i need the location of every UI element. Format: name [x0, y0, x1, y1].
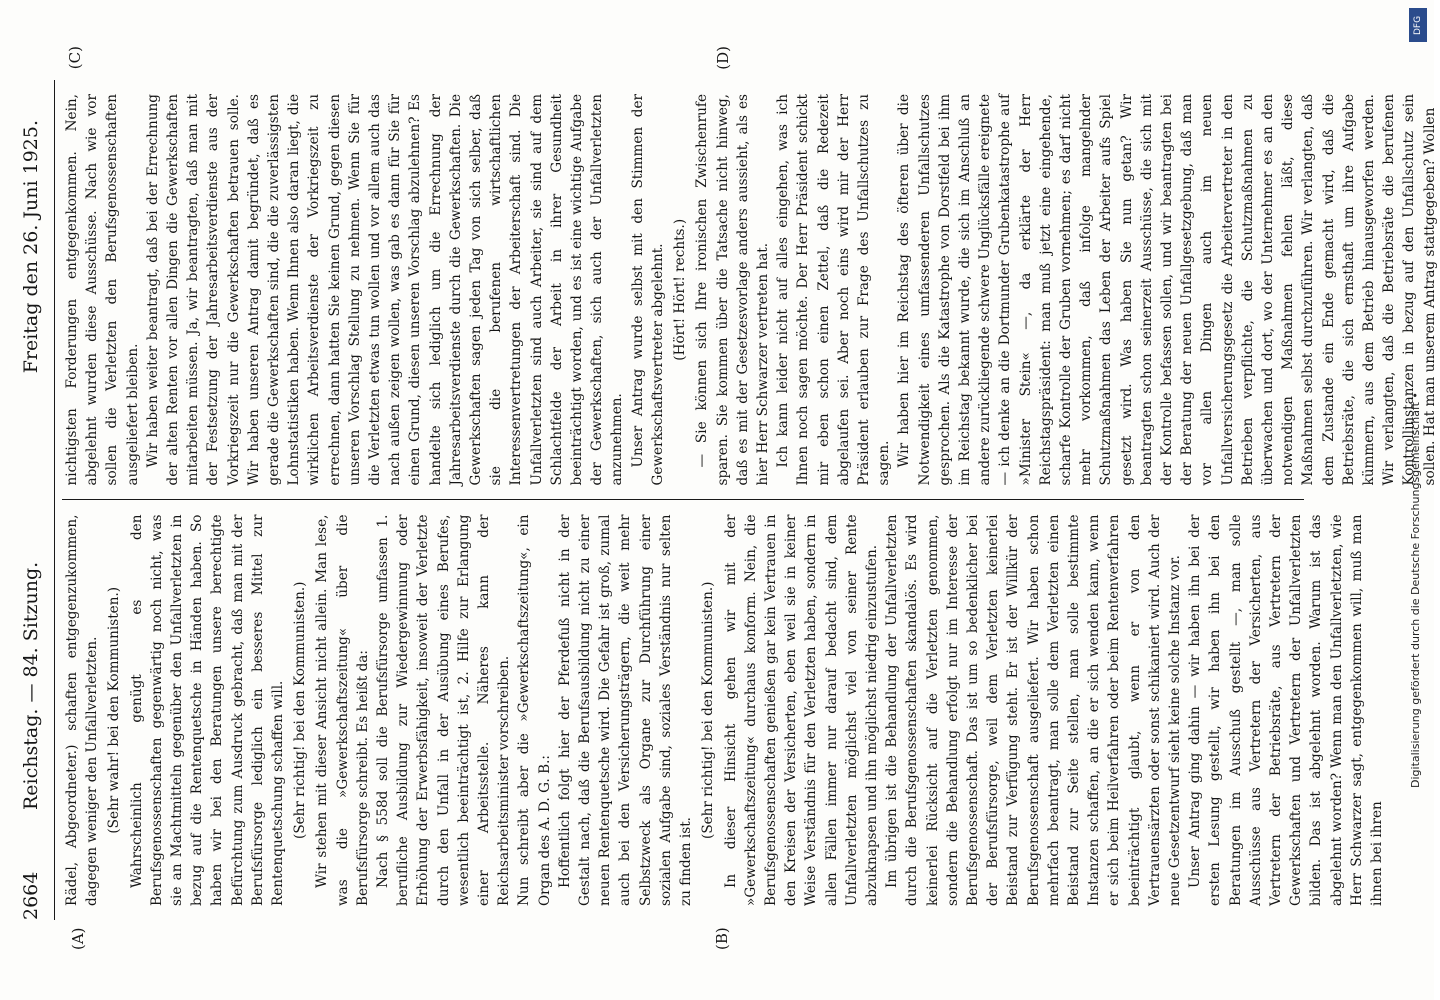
paragraph: Ich kann leider nicht auf alles eingehen, was ich Ihnen noch sagen möchte. Der Herr Präsident schickt mir eben schon einen Zettel, daß die Redezeit abgelaufen sei. Aber noch eins wird mir der Herr Präsident erlauben zur Frage des Unfallschutzes zu sagen.: [775, 94, 893, 486]
paragraph: Nun schreibt aber die »Gewerkschaftszeitung«, ein Organ des A. D. G. B.:: [516, 514, 553, 906]
paragraph: — Sie können sich Ihre ironischen Zwischenrufe sparen. Sie kommen über die Tatsache nicht hinweg, daß es mit der Gesetzesvorlage anders aussieht, als es hier Herr Schwarzer vertreten hat.: [694, 94, 771, 486]
paragraph: Wir stehen mit dieser Ansicht nicht allein. Man lese, was die »Gewerkschaftszeitung« über die Berufsfürsorge schreibt. Es heißt da:: [314, 514, 371, 906]
paragraph: Unser Antrag wurde selbst mit den Stimmen der Gewerkschaftsvertreter abgelehnt.: [629, 94, 666, 486]
interjection: (Hört! Hört! rechts.): [672, 218, 689, 361]
margin-marker-c: (C): [66, 46, 84, 70]
margin-marker-d: (D): [714, 46, 732, 70]
interjection: (Sehr richtig! bei den Kommunisten.): [700, 581, 717, 839]
interjection: (Sehr richtig! bei den Kommunisten.): [292, 581, 309, 839]
paragraph: Rädel, Abgeordneter.) schaften entgegenzukommen, dagegen weniger den Unfallverletzten.: [64, 514, 101, 906]
digitization-sidebar: [1408, 8, 1430, 788]
page-header: [14, 80, 55, 920]
quotation: Hoffentlich folgt hier der Pferdefuß nicht in der Gestalt nach, daß die Berufsausbildung nicht zu einer neuen Rentenquetsche wird. Die Gefahr ist groß, zumal auch bei den Versicherungsträgern, die weit mehr Selbstzweck als Organe zur Durchführung einer sozialen Aufgabe sind, soziales Verständnis nur selten zu finden ist.: [556, 514, 695, 906]
margin-marker-b: (B): [713, 927, 731, 950]
paragraph: Wahrscheinlich genügt es den Berufsgenossenschaften gegenwärtig noch nicht, was sie an Machtmitteln gegenüber den Unfallverletzten in bezug auf die Rentenquetsche in Händen haben. So haben wir bei den Beratungen unsere berechtigte Befürchtung zum Ausdruck gebracht, daß man mit der Berufsfürsorge lediglich ein besseres Mittel zur Rentenquetschung schaffen will.: [128, 514, 287, 906]
interjection: (Sehr wahr! bei den Kommunisten.): [106, 586, 123, 834]
header-date: Freitag den 26. Juni 1925.: [20, 120, 42, 374]
header-session: Reichstag. — 84. Sitzung.: [20, 561, 42, 810]
paragraph: Im übrigen ist die Behandlung der Unfallverletzten durch die Berufsgenossenschaften skandalös. Es wird keinerlei Rücksicht auf die Verletzten genommen, sondern die Behandlung erfolgt nur im Interesse der Berufsgenossenschaft. Das ist um so bedenklicher bei der Berufsfürsorge, weil dem Verletzten keinerlei Beistand zur Verfügung steht. Er ist der Willkür der Berufsgenossenschaft ausgeliefert. Wir haben schon mehrfach beantragt, man solle dem Verletzten einen Beistand zur Seite stellen, man solle bestimmte Instanzen schaffen, an die er sich wenden kann, wenn er sich beim Heilverfahren oder beim Rentenverfahren beeinträchtigt glaubt, wenn er von den Vertrauensärzten oder sonst schikaniert wird. Auch der neue Gesetzentwurf sieht keine solche Instanz vor.: [884, 514, 1183, 906]
page-number: 2664: [20, 871, 42, 920]
quotation: Nach § 558d soll die Berufsfürsorge umfassen 1. berufliche Ausbildung zur Wiedergewinnung oder Erhöhung der Erwerbsfähigkeit, insoweit der Verletzte durch den Unfall in der Ausübung eines Berufes, wesentlich beeinträchtigt ist, 2. Hilfe zur Erlangung einer Arbeitsstelle. Näheres kann der Reichsarbeitsminister vorschreiben.: [375, 514, 513, 906]
paragraph: Wir haben hier im Reichstag des öfteren über die Notwendigkeit eines umfassenderen Unfallschutzes gesprochen. Als die Katastrophe von Dorstfeld bei ihm im Reichstag bekannt wurde, die sich im Anschluß an andere zurückliegende schwere Unglücksfälle ereignete — ich denke an die Dortmunder Grubenkatastrophe auf »Minister Stein« —, da erklärte der Herr Reichstagspräsident: man muß jetzt eine eingehende, scharfe Kontrolle der Gruben vornehmen; es darf nicht mehr vorkommen, daß infolge mangelnder Schutzmaßnahmen das Leben der Arbeiter aufs Spiel gesetzt wird. Was haben Sie nun getan? Wir beantragten schon seinerzeit Ausschüsse, die sich mit der Kontrolle befassen sollen, und wir beantragten bei der Beratung der neuen Unfallgesetzgebung, daß man vor allen Dingen auch im neuen Unfallversicherungsgesetz die Arbeitervertreter in den Betrieben verpflichte, die Schutzmaßnahmen zu überwachen und dort, wo der Unternehmer es an den notwendigen Maßnahmen fehlen läßt, diese Maßnahmen selbst durchzuführen. Wir verlangten, daß dem Zustande ein Ende gemacht wird, daß die Betriebsräte, die sich ernsthaft um ihre Aufgabe kümmern, aus dem Betrieb hinausgeworfen werden. Wir verlangten, daß die Betriebsräte die berufenen Kontrollinstanzen in bezug auf den Unfallschutz sein sollen. Hat man unserem Antrag stattgegeben? Wollen: [896, 94, 1438, 486]
right-column: [62, 80, 1438, 501]
dfg-logo: DFG: [1409, 8, 1427, 42]
margin-marker-a: (A): [69, 927, 87, 950]
left-column: [62, 501, 1385, 950]
paragraph: In dieser Hinsicht gehen wir mit der »Gewerkschaftszeitung« durchaus konform. Nein, die Berufsgenossenschaften genießen gar kein Vertrauen in den Kreisen der Versicherten, eben weil sie in keiner Weise Verständnis für den Verletzten haben, sondern in allen Fällen immer nur darauf bedacht sind, dem Unfallverletzten möglichst viel von seiner Rente abzuknapsen und ihn möglichst niedrig einzustufen.: [722, 514, 880, 906]
paragraph: Wir haben weiter beantragt, daß bei der Errechnung der alten Renten vor allen Dingen die Gewerkschaften mitarbeiten müssen. Ja, wir beantragten, daß man mit der Festsetzung der Jahresarbeitsverdienste aus der Vorkriegszeit nur die Gewerkschaften betrauen solle. Wir haben unseren Antrag damit begründet, daß es gerade die Gewerkschaften sind, die die zuverlässigsten Lohnstatistiken haben. Wenn Ihnen also daran liegt, die wirklichen Arbeitsverdienste der Vorkriegszeit zu errechnen, dann hatten Sie keinen Grund, gegen diesen unseren Vorschlag Stellung zu nehmen. Wenn Sie für die Verletzten etwas tun wollen und vor allem auch das nach außen zeigen wollen, was gab es dann für Sie für einen Grund, diesen unseren Vorschlag abzulehnen? Es handelte sich lediglich um die Errechnung der Jahresarbeitsverdienste durch die Gewerkschaften. Die Gewerkschaften sagen jeden Tag von sich selber, daß sie die berufenen wirtschaftlichen Interessenvertretungen der Arbeiterschaft sind. Die Unfallverletzten sind auch Arbeiter, sie sind auf dem Schlachtfelde der Arbeit in ihrer Gesundheit beeinträchtigt worden, und es ist eine wichtige Aufgabe der Gewerkschaften, sich auch der Unfallverletzten anzunehmen.: [144, 94, 626, 486]
digitization-credit: Digitalisierung gefördert durch die Deutsche Forschungsgemeinschaft •: [1409, 392, 1422, 788]
paragraph: nichtigsten Forderungen entgegenkommen. Nein, abgelehnt wurden diese Ausschüsse. Nach wie vor sollen die Verletzten den Berufsgenossenschaften ausgeliefert bleiben.: [64, 94, 141, 486]
paragraph: Unser Antrag ging dahin — wir haben ihn bei der ersten Lesung gestellt, wir haben ihn bei den Beratungen im Ausschuß gestellt —, man solle Ausschüsse aus Vertretern der Versicherten, aus Vertretern der Betriebsräte, aus Vertretern der Gewerkschaften und Vertretern der Unfallverletzten bilden. Das ist abgelehnt worden. Warum ist das abgelehnt worden? Wenn man den Unfallverletzten, wie Herr Schwarzer sagt, entgegenkommen will, muß man ihnen bei ihren: [1187, 514, 1385, 906]
